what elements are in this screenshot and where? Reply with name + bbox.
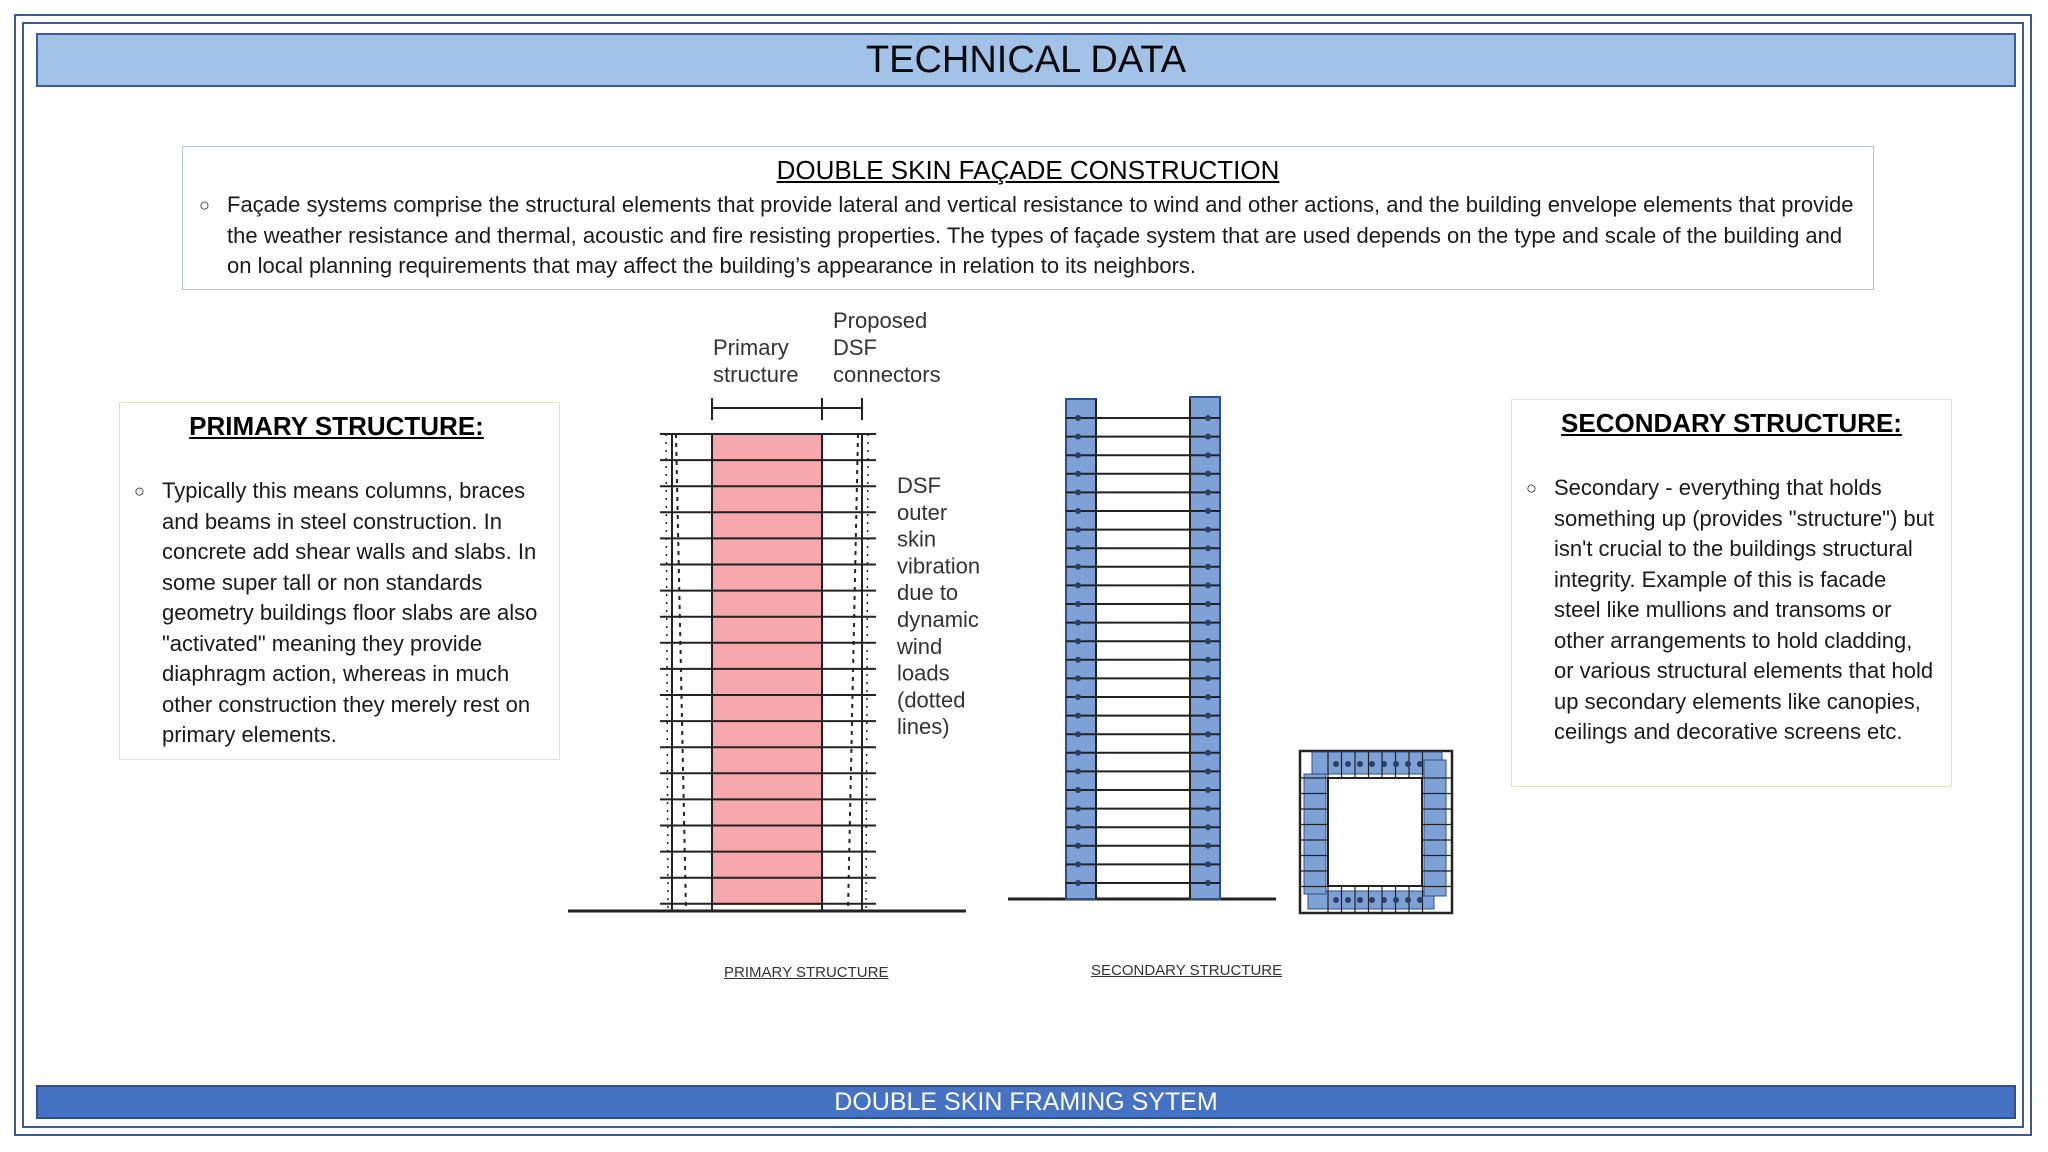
connector-dot: [1075, 564, 1081, 570]
label-primary-1: Primary: [713, 335, 789, 360]
bullet-circle-icon: ○: [1526, 478, 1537, 498]
connector-dot: [1075, 434, 1081, 440]
connector-dot: [1075, 545, 1081, 551]
plan-edge-highlight: [1424, 760, 1446, 896]
connector-dot: [1405, 897, 1411, 903]
plan-core: [1328, 778, 1422, 886]
connector-dot: [1205, 564, 1211, 570]
connector-dot: [1075, 843, 1081, 849]
label-vibration-line: DSF: [897, 473, 941, 498]
label-connectors-2: DSF: [833, 335, 877, 360]
connector-dot: [1333, 761, 1339, 767]
connector-dot: [1205, 638, 1211, 644]
outer-skin-dotted-line: [676, 434, 686, 911]
connector-dot: [1369, 761, 1375, 767]
secondary-mullion-highlight: [1190, 397, 1220, 899]
connector-dot: [1381, 897, 1387, 903]
label-vibration-line: loads: [897, 660, 950, 686]
connector-dot: [1369, 897, 1375, 903]
connector-dot: [1075, 452, 1081, 458]
connector-dot: [1205, 675, 1211, 681]
connector-dot: [1205, 471, 1211, 477]
connector-dot: [1205, 452, 1211, 458]
label-vibration-line: skin: [897, 526, 937, 552]
label-vibration-line: outer: [897, 499, 948, 525]
connector-dot: [1205, 824, 1211, 830]
connector-dot: [1075, 508, 1081, 514]
label-primary-2: structure: [713, 362, 799, 387]
connector-dot: [1205, 489, 1211, 495]
connector-dot: [1205, 806, 1211, 812]
intro-title: DOUBLE SKIN FAÇADE CONSTRUCTION: [776, 155, 1280, 185]
connector-dot: [1075, 620, 1081, 626]
connector-dot: [1417, 897, 1423, 903]
connector-dot: [1205, 694, 1211, 700]
connector-dot: [1357, 761, 1363, 767]
connector-dot: [1205, 527, 1211, 533]
outer-skin-dotted-line: [866, 434, 868, 911]
connector-dot: [1075, 880, 1081, 886]
connector-dot: [1205, 787, 1211, 793]
connector-dot: [1205, 843, 1211, 849]
connector-dot: [1075, 582, 1081, 588]
connector-dot: [1381, 761, 1387, 767]
label-connectors-1: Proposed: [833, 308, 928, 333]
connector-dot: [1075, 731, 1081, 737]
connector-dot: [1075, 638, 1081, 644]
connector-dot: [1075, 601, 1081, 607]
outer-skin-dotted-line: [848, 434, 858, 911]
label-vibration-line: (dotted: [897, 687, 966, 713]
connector-dot: [1205, 657, 1211, 663]
connector-dot: [1075, 694, 1081, 700]
connector-dot: [1345, 897, 1351, 903]
connector-dot: [1205, 713, 1211, 719]
intro-bullet-text: Façade systems comprise the structural elements that provide lateral and vertical resistance to wind and other actions, and the building envelope elements that provide the weather resistance and thermal, acoustic and fire resisting properties. The types of façade system that are used depends on the type and scale of the building and on local planning requirements that may affect the building’s appearance in relation to its neighbors.: [227, 192, 1854, 278]
label-vibration-line: lines): [897, 714, 950, 740]
connector-dot: [1205, 731, 1211, 737]
plan-edge-highlight: [1304, 774, 1326, 894]
connector-dot: [1075, 787, 1081, 793]
connector-dot: [1205, 880, 1211, 886]
secondary-title: SECONDARY STRUCTURE:: [1561, 408, 1902, 438]
connector-dot: [1075, 750, 1081, 756]
label-vibration-line: vibration: [897, 553, 981, 579]
connector-dot: [1075, 824, 1081, 830]
connector-dot: [1393, 897, 1399, 903]
connector-dot: [1205, 508, 1211, 514]
connector-dot: [1205, 750, 1211, 756]
connector-dot: [1075, 806, 1081, 812]
connector-dot: [1075, 861, 1081, 867]
connector-dot: [1205, 415, 1211, 421]
vibration-label-group: [896, 473, 980, 739]
connector-dot: [1345, 761, 1351, 767]
secondary-bullet-text: Secondary - everything that holds something up (provides "structure") but isn't crucial to the buildings structural integrity. Example of this is facade steel like mullions and transoms or other arrangements to hold cladding, or various structural elements that hold up secondary elements like canopies, ceilings and decorative screens etc.: [1554, 475, 1935, 744]
label-vibration-line: dynamic: [897, 607, 979, 632]
primary-title: PRIMARY STRUCTURE:: [189, 411, 484, 441]
connector-dot: [1205, 434, 1211, 440]
label-connectors-3: connectors: [833, 362, 941, 387]
caption-primary-structure: PRIMARY STRUCTURE: [724, 964, 889, 981]
page-title: TECHNICAL DATA: [36, 33, 2016, 87]
connector-dot: [1205, 545, 1211, 551]
caption-secondary-structure: SECONDARY STRUCTURE: [1091, 962, 1283, 979]
bullet-circle-icon: ○: [199, 195, 210, 215]
connector-dot: [1205, 601, 1211, 607]
secondary-plan-diagram: [1300, 751, 1452, 913]
connector-dot: [1205, 620, 1211, 626]
connector-dot: [1075, 527, 1081, 533]
footer-title: DOUBLE SKIN FRAMING SYTEM: [36, 1085, 2016, 1119]
outer-skin-dotted-line: [666, 434, 668, 911]
connector-dot: [1075, 471, 1081, 477]
connector-dot: [1075, 675, 1081, 681]
connector-dot: [1405, 761, 1411, 767]
connector-dot: [1075, 657, 1081, 663]
connector-dot: [1205, 768, 1211, 774]
bullet-circle-icon: ○: [134, 481, 145, 501]
connector-dot: [1205, 582, 1211, 588]
connector-dot: [1205, 861, 1211, 867]
connector-dot: [1075, 415, 1081, 421]
connector-dot: [1393, 761, 1399, 767]
secondary-structure-diagram: [1008, 397, 1276, 899]
label-vibration-line: due to: [897, 580, 959, 606]
primary-bullet-text: Typically this means columns, braces and beams in steel construction. In concrete add shear walls and slabs. In some super tall or non standards geometry buildings floor slabs are also "activated" meaning they provide diaphragm action, whereas in much other construction they merely rest on primary elements.: [162, 478, 538, 747]
connector-dot: [1075, 768, 1081, 774]
connector-dot: [1075, 713, 1081, 719]
connector-dot: [1417, 761, 1423, 767]
connector-dot: [1075, 489, 1081, 495]
connector-dot: [1333, 897, 1339, 903]
connector-dot: [1357, 897, 1363, 903]
label-vibration-line: wind: [897, 633, 943, 659]
